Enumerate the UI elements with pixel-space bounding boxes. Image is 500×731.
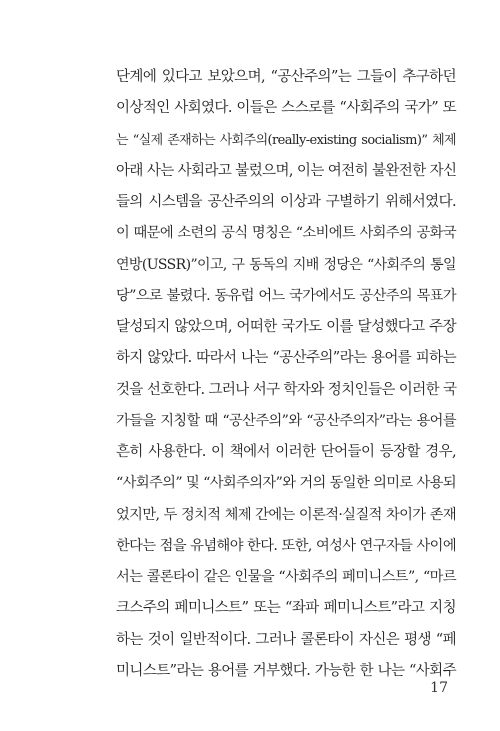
text-line-16: 한다는 점을 유념해야 한다. 또한, 여성사 연구자들 사이에: [116, 537, 456, 554]
text-line-20: 미니스트”라는 용어를 거부했다. 가능한 한 나는 “사회주: [116, 662, 456, 679]
text-line-14: “사회주의” 및 “사회주의자”와 거의 동일한 의미로 사용되: [116, 475, 456, 492]
text-line-18: 크스주의 페미니스트” 또는 “좌파 페미니스트”라고 지칭: [116, 600, 456, 617]
text-line-17: 서는 콜론타이 같은 인물을 “사회주의 페미니스트”, “마르: [116, 569, 456, 585]
text-line-6: 이 때문에 소련의 공식 명칭은 “소비에트 사회주의 공화국: [116, 225, 456, 242]
text-line-11: 것을 선호한다. 그러나 서구 학자와 정치인들은 이러한 국: [116, 381, 457, 398]
text-line-8: 당”으로 불렸다. 동유럽 어느 국가에서도 공산주의 목표가: [116, 287, 456, 304]
text-line-15: 었지만, 두 정치적 체제 간에는 이론적·실질적 차이가 존재: [116, 506, 456, 523]
text-line-9: 달성되지 않았으며, 어떠한 국가도 이를 달성했다고 주장: [116, 319, 456, 335]
text-line-4: 아래 사는 사회라고 불렀으며, 이는 여전히 불완전한 자신: [116, 162, 457, 179]
text-line-13: 흔히 사용한다. 이 책에서 이러한 단어들이 등장할 경우,: [116, 444, 456, 460]
text-line-19: 하는 것이 일반적이다. 그러나 콜론타이 자신은 평생 “페: [116, 631, 456, 648]
text-line-2: 이상적인 사회였다. 이들은 스스로를 “사회주의 국가” 또: [116, 100, 456, 117]
text-line-10: 하지 않았다. 따라서 나는 “공산주의”라는 용어를 피하는: [116, 350, 456, 367]
text-line-1: 단계에 있다고 보았으며, “공산주의”는 그들이 추구하던: [116, 69, 456, 85]
text-line-3: 는 “실제 존재하는 사회주의(really-existing socialism)” 체제: [116, 132, 456, 148]
text-line-5: 들의 시스템을 공산주의의 이상과 구별하기 위해서였다.: [116, 194, 456, 210]
text-line-7: 연방(USSR)”이고, 구 동독의 지배 정당은 “사회주의 통일: [116, 256, 456, 273]
body-text: [116, 62, 456, 687]
page-number: 17: [430, 680, 448, 696]
text-line-12: 가들을 지칭할 때 “공산주의”와 “공산주의자”라는 용어를: [116, 412, 456, 429]
